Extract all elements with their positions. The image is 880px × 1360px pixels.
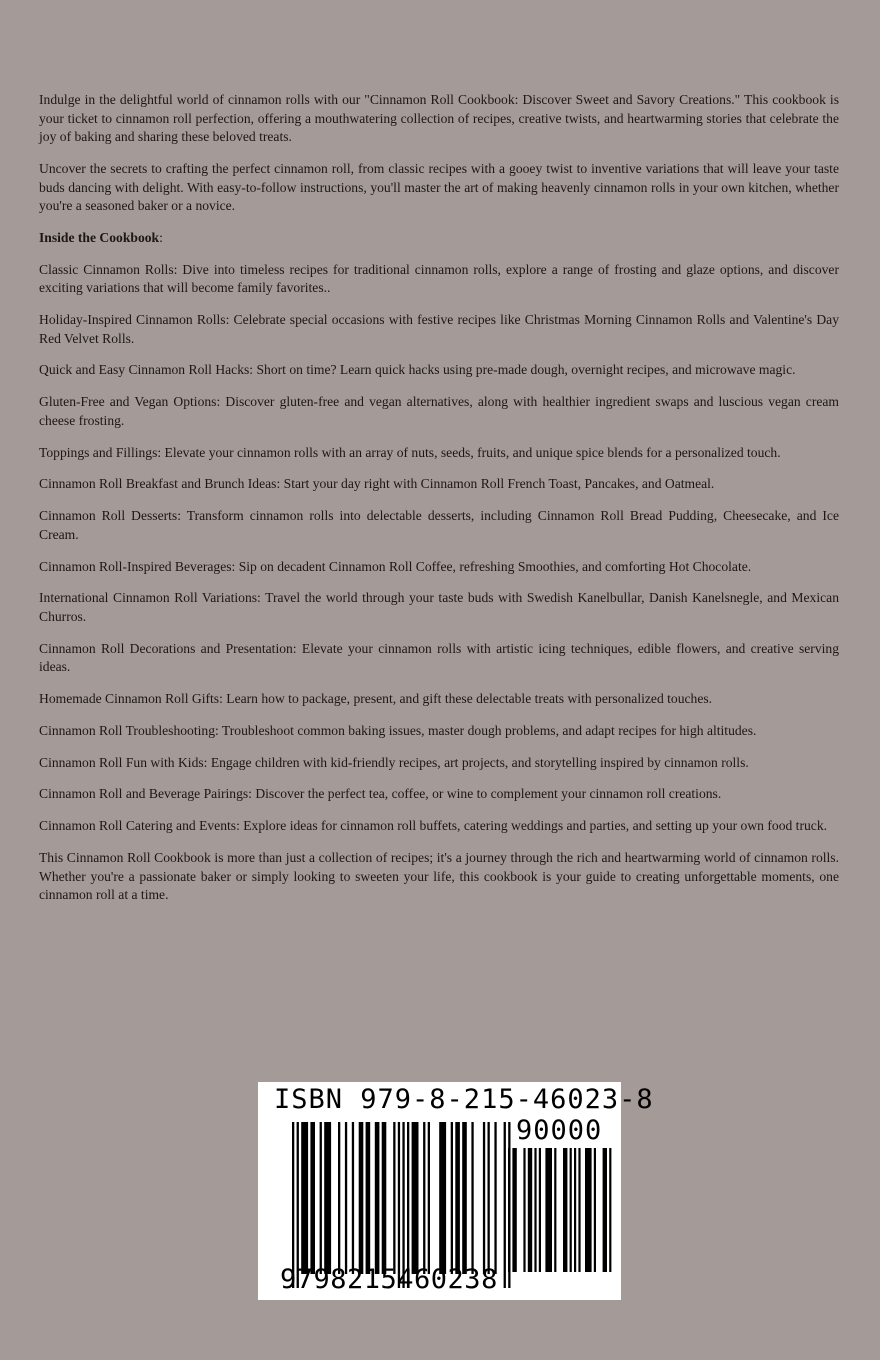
barcode-bar — [483, 1122, 485, 1274]
barcode-bar — [494, 1122, 496, 1274]
barcode-bar — [539, 1148, 541, 1272]
barcode-bar — [451, 1122, 453, 1274]
barcode-bar — [320, 1122, 322, 1274]
barcode-bar — [428, 1122, 430, 1274]
barcode-bar — [603, 1148, 607, 1272]
feature-item: International Cinnamon Roll Variations: Travel the world through your taste buds with Swedish Kanelbullar, Danish Kanelsnegle, and Mexican Churros. — [39, 590, 839, 624]
barcode-bar — [594, 1148, 596, 1272]
barcode-bar — [488, 1122, 490, 1274]
isbn-label: ISBN 979-8-215-46023-8 — [274, 1084, 654, 1115]
ean-digits: 9798215460238 — [280, 1264, 498, 1295]
outro-paragraph: This Cinnamon Roll Cookbook is more than just a collection of recipes; it's a journey through the rich and heartwarming world of cinnamon rolls. Whether you're a passionate baker or simply looking to sweeten your life, this cookbook is your guide to creating unforgettable moments, one cinnamon roll at a time. — [39, 850, 839, 903]
feature-item: Cinnamon Roll and Beverage Pairings: Discover the perfect tea, coffee, or wine to complement your cinnamon roll creations. — [39, 786, 722, 802]
barcode-bar — [345, 1122, 347, 1274]
barcode-bar — [545, 1148, 552, 1272]
barcode-bar — [512, 1148, 516, 1272]
barcode-bar — [301, 1122, 308, 1274]
barcode-bar — [407, 1122, 409, 1274]
barcode-bar — [528, 1148, 532, 1272]
isbn-barcode — [258, 1082, 654, 1300]
addon-bars — [508, 1148, 611, 1272]
barcode-bar — [375, 1122, 380, 1274]
intro-paragraph-2: Uncover the secrets to crafting the perfect cinnamon roll, from classic recipes with a gooey twist to inventive variations that will leave your taste buds dancing with delight. With easy-to-follow instructions, you'll master the art of making heavenly cinnamon rolls in your own kitchen, whether you're a seasoned baker or a novice. — [39, 160, 839, 214]
feature-item: Holiday-Inspired Cinnamon Rolls: Celebrate special occasions with festive recipes like Christmas Morning Cinnamon Rolls and Valentine's Day Red Velvet Rolls. — [39, 312, 839, 346]
barcode-bar — [523, 1148, 525, 1272]
feature-item: Cinnamon Roll Catering and Events: Explore ideas for cinnamon roll buffets, catering weddings and parties, and setting up your own food truck. — [39, 818, 828, 834]
barcode-bar — [462, 1122, 467, 1274]
intro-paragraph-1: Indulge in the delightful world of cinnamon rolls with our "Cinnamon Roll Cookbook: Discover Sweet and Savory Creations." This cookbook is your ticket to cinnamon roll perfection, offering a mouthwatering collection of recipes, creative twists, and heartwarming stories that celebrate the joy of baking and sharing these beloved treats. — [39, 92, 839, 145]
barcode-bar — [359, 1122, 364, 1274]
feature-item: Quick and Easy Cinnamon Roll Hacks: Short on time? Learn quick hacks using pre-made dough, overnight recipes, and microwave magic. — [39, 362, 796, 378]
feature-item: Toppings and Fillings: Elevate your cinnamon rolls with an array of nuts, seeds, fruits, and unique spice blends for a personalized touch. — [39, 444, 781, 460]
barcode-bar — [455, 1122, 460, 1274]
inside-heading-colon: : — [159, 229, 163, 245]
barcode-bar — [393, 1122, 395, 1274]
feature-item: Classic Cinnamon Rolls: Dive into timeless recipes for traditional cinnamon rolls, explore a range of frosting and glaze options, and discover exciting variations that will become family favorites.. — [39, 261, 839, 296]
barcode-bar — [310, 1122, 315, 1274]
barcode-bar — [504, 1122, 506, 1288]
feature-item: Cinnamon Roll Desserts: Transform cinnamon rolls into delectable desserts, including Cinnamon Roll Bread Pudding, Cheesecake, and Ice Cream. — [39, 508, 839, 542]
feature-item: Cinnamon Roll Decorations and Presentation: Elevate your cinnamon rolls with artistic icing techniques, edible flowers, and creative serving ideas. — [39, 640, 839, 675]
inside-heading-line — [39, 229, 839, 248]
barcode-bar — [578, 1148, 580, 1272]
price-code: 90000 — [516, 1115, 603, 1146]
barcode-bar — [423, 1122, 425, 1274]
feature-item: Cinnamon Roll Breakfast and Brunch Ideas: Start your day right with Cinnamon Roll French Toast, Pancakes, and Oatmeal. — [39, 476, 715, 492]
barcode-bar — [609, 1148, 611, 1272]
barcode-bar — [554, 1148, 556, 1272]
barcode-bar — [534, 1148, 536, 1272]
feature-item: Cinnamon Roll Troubleshooting: Troubleshoot common baking issues, master dough problems, and adapt recipes for high altitudes. — [39, 722, 757, 738]
barcode-bar — [471, 1122, 473, 1274]
barcode-bar — [352, 1122, 354, 1274]
feature-item: Gluten-Free and Vegan Options: Discover gluten-free and vegan alternatives, along with healthier ingredient swaps and luscious vegan cream cheese frosting. — [39, 394, 839, 428]
barcode-bar — [574, 1148, 576, 1272]
barcode-bar — [338, 1122, 340, 1274]
barcode-bar — [570, 1148, 572, 1272]
barcode-bar — [324, 1122, 331, 1274]
inside-heading: Inside the Cookbook — [39, 229, 160, 245]
barcode-bar — [412, 1122, 419, 1274]
barcode-bar — [366, 1122, 371, 1274]
back-cover-description — [39, 91, 839, 918]
barcode-bar — [508, 1148, 510, 1272]
feature-item: Cinnamon Roll-Inspired Beverages: Sip on decadent Cinnamon Roll Coffee, refreshing Smoothies, and comforting Hot Chocolate. — [39, 558, 752, 574]
feature-item: Cinnamon Roll Fun with Kids: Engage children with kid-friendly recipes, art projects, and storytelling inspired by cinnamon rolls. — [39, 754, 749, 770]
feature-item: Homemade Cinnamon Roll Gifts: Learn how to package, present, and gift these delectable treats with personalized touches. — [39, 691, 713, 707]
barcode-bar — [382, 1122, 387, 1274]
barcode-bar — [439, 1122, 446, 1274]
barcode-bar — [585, 1148, 592, 1272]
barcode-bar — [563, 1148, 567, 1272]
